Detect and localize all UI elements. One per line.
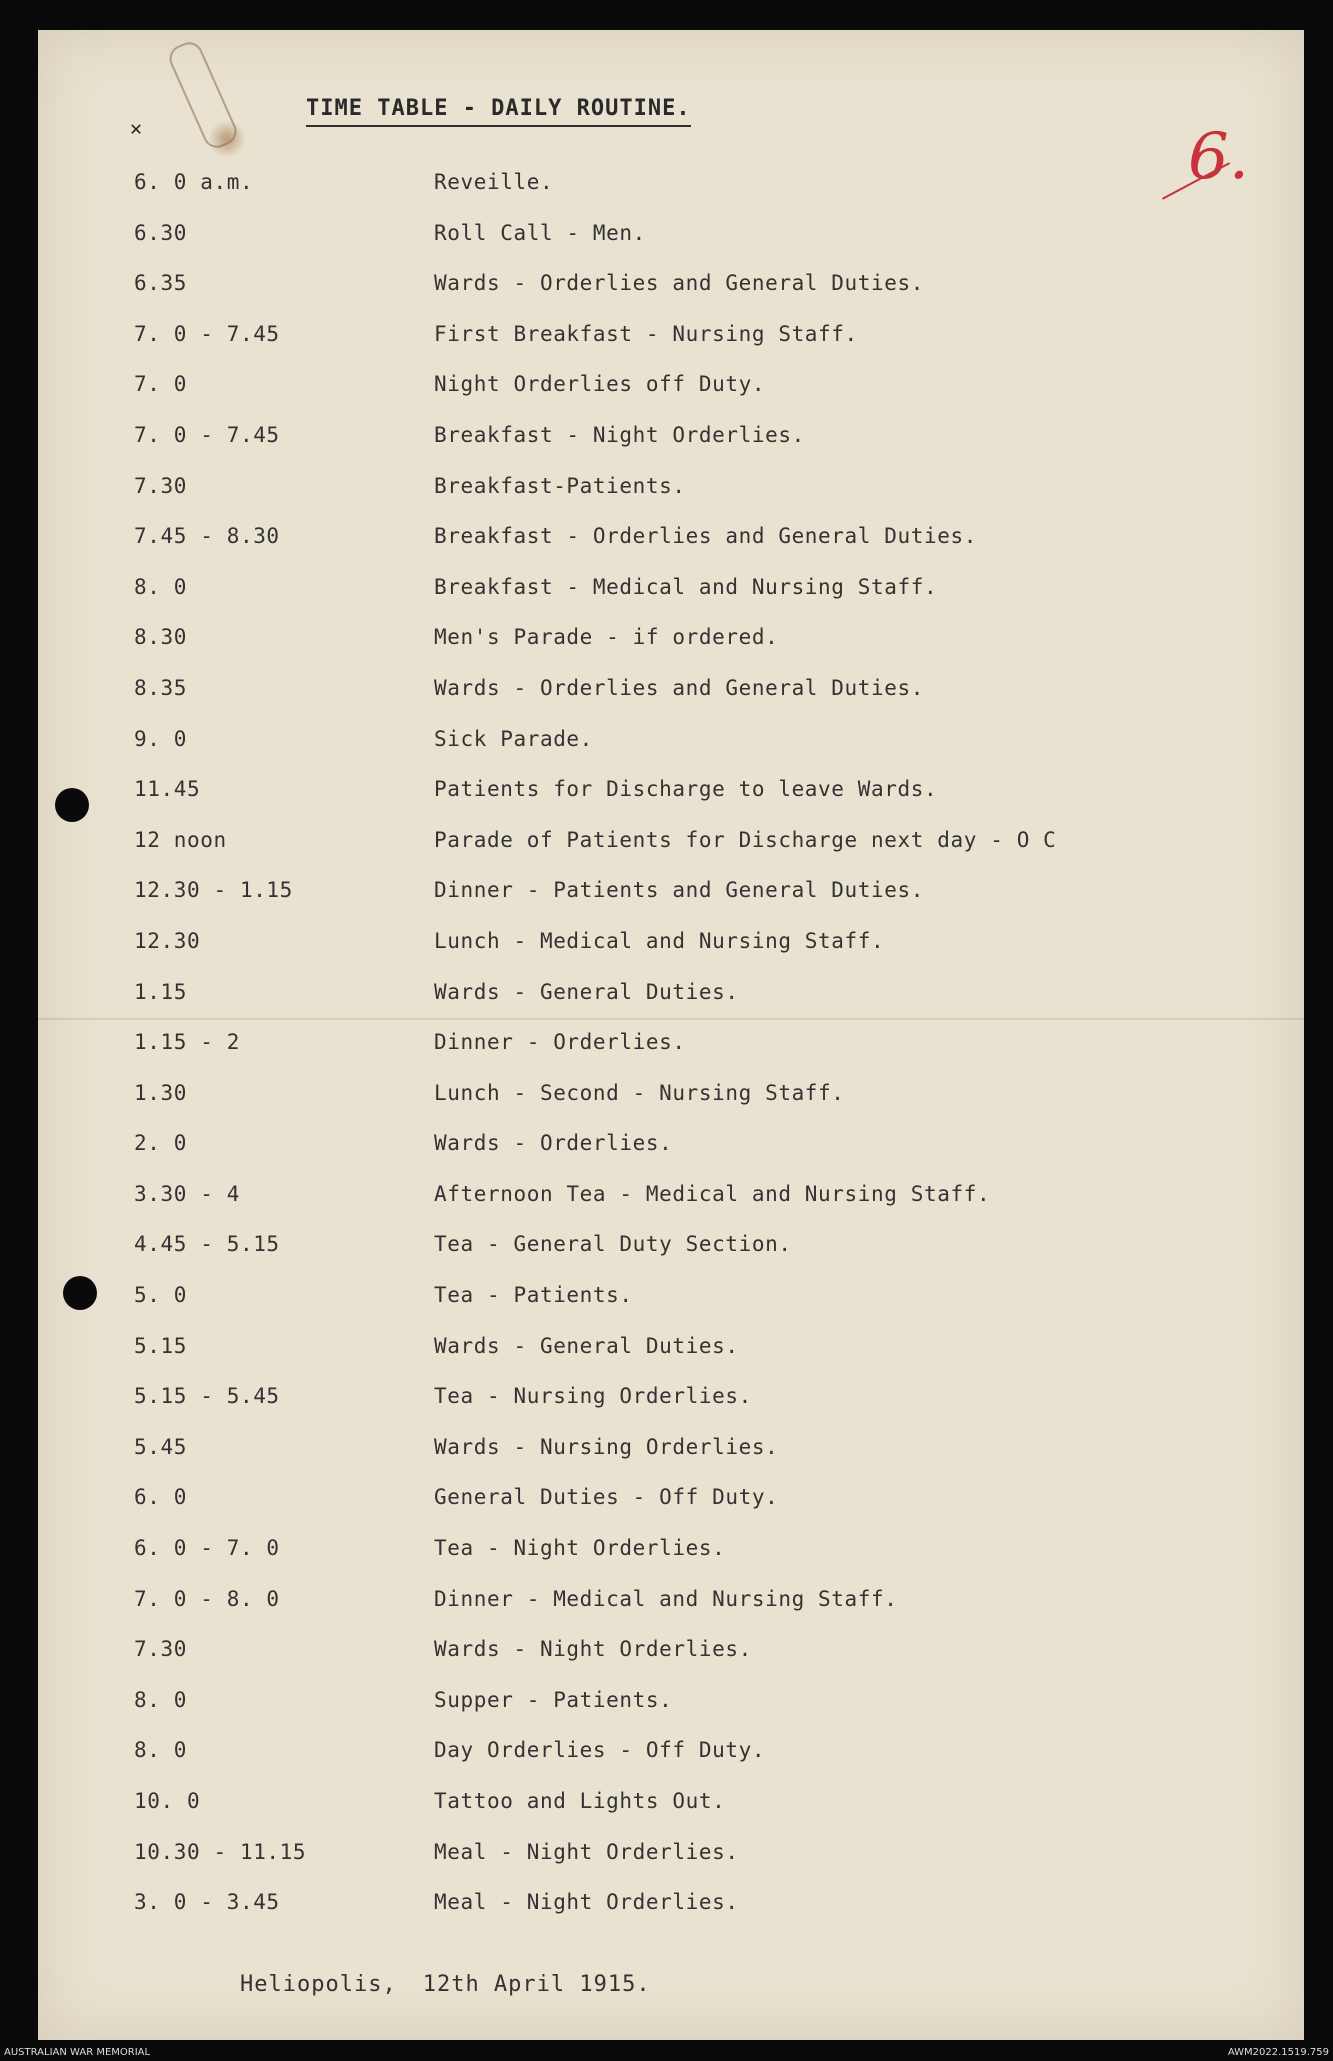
page-number-annotation: 6. — [1188, 120, 1250, 194]
schedule-activity: Day Orderlies - Off Duty. — [434, 1738, 766, 1763]
schedule-time: 10. 0 — [134, 1789, 201, 1813]
schedule-row — [134, 676, 1244, 727]
schedule-row — [134, 271, 1244, 322]
schedule-activity: Sick Parade. — [434, 726, 593, 751]
schedule-time: 8.35 — [134, 675, 187, 700]
schedule-activity: Breakfast-Patients. — [434, 473, 686, 498]
schedule-time: 6. 0 - 7. 0 — [134, 1536, 280, 1561]
schedule-row — [134, 1637, 1244, 1688]
schedule-time: 7. 0 - 7.45 — [134, 321, 280, 346]
schedule-row — [134, 575, 1244, 626]
schedule-time: 5.15 — [134, 1333, 187, 1358]
schedule-activity: Breakfast - Night Orderlies. — [434, 422, 805, 447]
document-page — [38, 30, 1304, 2040]
schedule-time: 7. 0 - 7.45 — [134, 422, 280, 447]
schedule-row — [134, 1485, 1244, 1536]
schedule-activity: Tea - General Duty Section. — [434, 1232, 792, 1257]
schedule-time: 6.30 — [134, 220, 187, 245]
schedule-activity: Breakfast - Medical and Nursing Staff. — [434, 574, 938, 599]
schedule-time: 2. 0 — [134, 1131, 187, 1156]
schedule-activity: Night Orderlies off Duty. — [434, 372, 766, 397]
schedule-activity: Men's Parade - if ordered. — [434, 625, 779, 650]
signature-line — [240, 1972, 651, 1997]
schedule-activity: Tea - Night Orderlies. — [434, 1536, 726, 1561]
schedule-time: 8. 0 — [134, 574, 187, 599]
schedule-row — [134, 1840, 1244, 1891]
schedule-activity: Dinner - Orderlies. — [434, 1030, 686, 1055]
schedule-row — [134, 1738, 1244, 1789]
schedule-row — [134, 1435, 1244, 1486]
schedule-activity: Roll Call - Men. — [434, 220, 646, 245]
schedule-row — [134, 1232, 1244, 1283]
schedule-time: 12.30 - 1.15 — [134, 878, 293, 903]
schedule-row — [134, 1384, 1244, 1435]
schedule-activity: Wards - Night Orderlies. — [434, 1637, 752, 1662]
schedule-activity: Wards - Nursing Orderlies. — [434, 1434, 779, 1459]
schedule-row — [134, 1283, 1244, 1334]
schedule-time: 6. 0 a.m. — [134, 170, 254, 194]
schedule-time: 7. 0 — [134, 372, 187, 397]
schedule-activity: Wards - Orderlies and General Duties. — [434, 271, 924, 296]
schedule-row — [134, 1182, 1244, 1233]
schedule-activity: Lunch - Second - Nursing Staff. — [434, 1080, 845, 1105]
schedule-activity: Tea - Patients. — [434, 1283, 633, 1308]
schedule-activity: Breakfast - Orderlies and General Duties. — [434, 524, 977, 549]
schedule-activity: Patients for Discharge to leave Wards. — [434, 777, 938, 802]
schedule-activity: Supper - Patients. — [434, 1687, 673, 1712]
schedule-row — [134, 474, 1244, 525]
archive-caption: AUSTRALIAN WAR MEMORIAL — [4, 2047, 151, 2058]
schedule-row — [134, 1890, 1244, 1941]
schedule-activity: Lunch - Medical and Nursing Staff. — [434, 928, 885, 953]
schedule-time: 6. 0 — [134, 1485, 187, 1510]
schedule-activity: First Breakfast - Nursing Staff. — [434, 321, 858, 346]
schedule-row — [134, 929, 1244, 980]
schedule-row — [134, 1688, 1244, 1739]
schedule-activity: Meal - Night Orderlies. — [434, 1890, 739, 1915]
schedule-activity: Wards - General Duties. — [434, 979, 739, 1004]
accession-number: AWM2022.1519.759 — [1227, 2047, 1329, 2058]
schedule-time: 8.30 — [134, 625, 187, 650]
schedule-row — [134, 1131, 1244, 1182]
schedule-activity: Reveille. — [434, 170, 554, 194]
schedule-activity: Dinner - Patients and General Duties. — [434, 878, 924, 903]
schedule-row — [134, 423, 1244, 474]
schedule-activity: Tattoo and Lights Out. — [434, 1789, 726, 1813]
schedule-row — [134, 1081, 1244, 1132]
schedule-activity: Dinner - Medical and Nursing Staff. — [434, 1586, 898, 1611]
punch-hole — [63, 1276, 97, 1310]
rust-stain — [208, 120, 246, 158]
schedule-time: 5.45 — [134, 1434, 187, 1459]
schedule-time: 12 noon — [134, 827, 227, 852]
schedule-activity: Wards - Orderlies. — [434, 1131, 673, 1156]
schedule-row — [134, 878, 1244, 929]
footer-place: Heliopolis, — [240, 1972, 397, 1997]
schedule-time: 3.30 - 4 — [134, 1181, 240, 1206]
schedule-time: 3. 0 - 3.45 — [134, 1890, 280, 1915]
schedule-time: 1.30 — [134, 1080, 187, 1105]
punch-hole — [55, 788, 89, 822]
schedule-row — [134, 1789, 1244, 1840]
schedule-time: 10.30 - 11.15 — [134, 1839, 307, 1864]
schedule-row — [134, 524, 1244, 575]
schedule-activity: Wards - Orderlies and General Duties. — [434, 675, 924, 700]
schedule-time: 8. 0 — [134, 1738, 187, 1763]
schedule-activity: Afternoon Tea - Medical and Nursing Staff. — [434, 1181, 991, 1206]
footer-date: 12th April 1915. — [422, 1972, 651, 1997]
schedule-time: 11.45 — [134, 777, 201, 802]
schedule-time: 5.15 - 5.45 — [134, 1384, 280, 1409]
schedule-time: 5. 0 — [134, 1283, 187, 1308]
schedule-activity: Parade of Patients for Discharge next day - O C — [434, 827, 1057, 852]
schedule-row — [134, 1334, 1244, 1385]
schedule-row — [134, 1030, 1244, 1081]
schedule-time: 9. 0 — [134, 726, 187, 751]
schedule-time: 12.30 — [134, 928, 201, 953]
schedule-time: 7.30 — [134, 1637, 187, 1662]
schedule-time: 7.45 - 8.30 — [134, 524, 280, 549]
schedule-activity: Meal - Night Orderlies. — [434, 1839, 739, 1864]
schedule-time: 7. 0 - 8. 0 — [134, 1586, 280, 1611]
schedule-time: 6.35 — [134, 271, 187, 296]
schedule-row — [134, 372, 1244, 423]
schedule-row — [134, 322, 1244, 373]
schedule-time: 7.30 — [134, 473, 187, 498]
schedule-row — [134, 828, 1244, 879]
schedule-row — [134, 625, 1244, 676]
schedule-row — [134, 170, 1244, 221]
schedule-row — [134, 727, 1244, 778]
schedule-time: 4.45 - 5.15 — [134, 1232, 280, 1257]
schedule-row — [134, 1536, 1244, 1587]
schedule-activity: Wards - General Duties. — [434, 1333, 739, 1358]
schedule-time: 8. 0 — [134, 1687, 187, 1712]
schedule-time: 1.15 — [134, 979, 187, 1004]
schedule-row — [134, 1587, 1244, 1638]
margin-tick: ✕ — [130, 116, 143, 140]
schedule-list — [134, 170, 1244, 1941]
schedule-row — [134, 777, 1244, 828]
document-title: TIME TABLE - DAILY ROUTINE. — [306, 96, 691, 127]
schedule-activity: General Duties - Off Duty. — [434, 1485, 779, 1510]
schedule-time: 1.15 - 2 — [134, 1030, 240, 1055]
schedule-row — [134, 980, 1244, 1031]
schedule-activity: Tea - Nursing Orderlies. — [434, 1384, 752, 1409]
schedule-row — [134, 221, 1244, 272]
